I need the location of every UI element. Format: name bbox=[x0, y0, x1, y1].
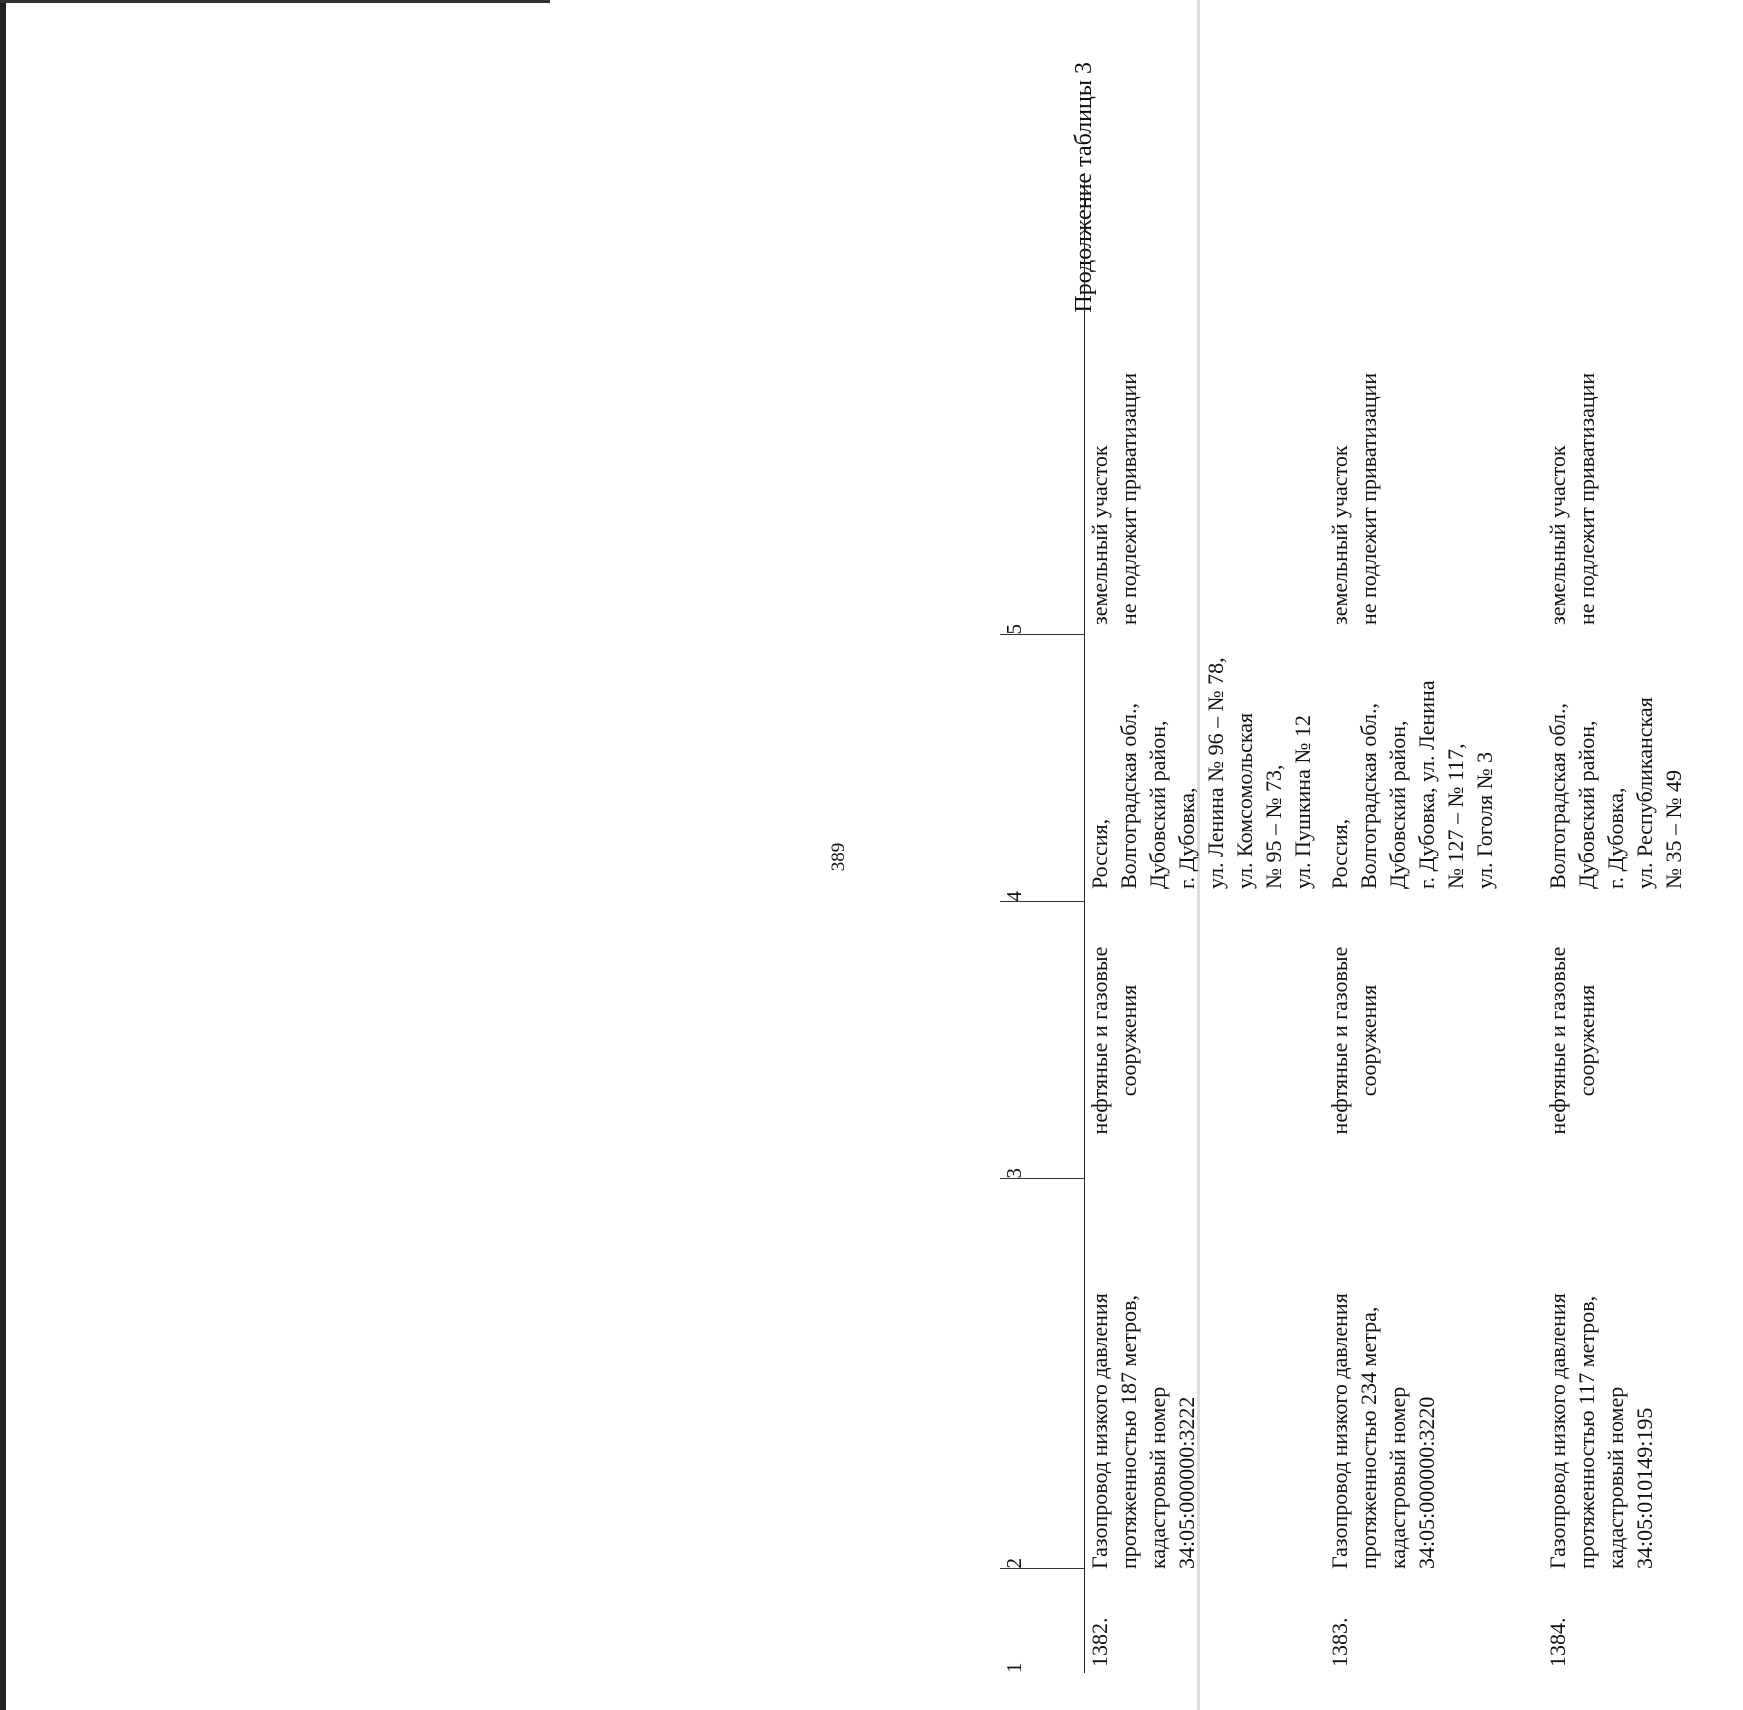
address-line: Россия, bbox=[1326, 818, 1352, 889]
object-address bbox=[1084, 635, 1325, 902]
status-line: земельный участок bbox=[1326, 445, 1352, 625]
description-line: протяженностью 117 метров, bbox=[1573, 1295, 1599, 1569]
type-line: нефтяные и газовые bbox=[1326, 946, 1352, 1135]
column-header-1: 1 bbox=[1000, 1569, 1084, 1673]
column-header-3: 3 bbox=[1000, 902, 1084, 1179]
object-description bbox=[1543, 1179, 1743, 1569]
object-address bbox=[1543, 635, 1743, 902]
address-line: Россия, bbox=[1086, 818, 1112, 889]
address-line: г. Дубовка, ул. Ленина bbox=[1413, 680, 1439, 889]
privatization-status bbox=[1084, 173, 1325, 635]
description-line: Газопровод низкого давления bbox=[1544, 1293, 1570, 1569]
table-header-row bbox=[1000, 173, 1084, 1673]
privatization-status bbox=[1543, 173, 1743, 635]
object-address bbox=[1325, 635, 1543, 902]
address-line: ул. Комсомольская bbox=[1231, 712, 1257, 889]
object-type bbox=[1084, 902, 1325, 1179]
type-line: сооружения bbox=[1115, 984, 1141, 1097]
address-line: Волгоградская обл., bbox=[1355, 703, 1381, 889]
description-line: Газопровод низкого давления bbox=[1086, 1293, 1112, 1569]
row-number: 1382. bbox=[1086, 1617, 1112, 1667]
address-line: г. Дубовка, bbox=[1173, 787, 1199, 889]
description-line: кадастровый номер bbox=[1384, 1386, 1410, 1569]
table-row bbox=[1084, 173, 1325, 1673]
description-line: кадастровый номер bbox=[1602, 1386, 1628, 1569]
address-line: № 95 – № 73, bbox=[1260, 764, 1286, 889]
table-row bbox=[1543, 173, 1743, 1673]
address-line: ул. Республиканская bbox=[1631, 697, 1657, 889]
type-line: сооружения bbox=[1573, 984, 1599, 1097]
row-number: 1384. bbox=[1544, 1617, 1570, 1667]
address-line: ул. Ленина № 96 – № 78, bbox=[1202, 657, 1228, 889]
address-line: Дубовский район, bbox=[1384, 720, 1410, 889]
registry-table bbox=[1000, 173, 1743, 1673]
column-header-2: 2 bbox=[1000, 1179, 1084, 1569]
description-line: 34:05:010149:195 bbox=[1631, 1407, 1657, 1569]
address-line: № 127 – № 117, bbox=[1442, 743, 1468, 889]
status-line: земельный участок bbox=[1086, 445, 1112, 625]
description-line: 34:05:000000:3220 bbox=[1413, 1396, 1439, 1569]
type-line: нефтяные и газовые bbox=[1544, 946, 1570, 1135]
description-line: кадастровый номер bbox=[1144, 1386, 1170, 1569]
address-line: ул. Пушкина № 12 bbox=[1289, 715, 1315, 889]
address-line: Дубовский район, bbox=[1144, 720, 1170, 889]
address-line: ул. Гоголя № 3 bbox=[1471, 751, 1497, 889]
page-number: 389 bbox=[828, 842, 849, 872]
address-line: Волгоградская обл., bbox=[1544, 703, 1570, 889]
status-line: не подлежит приватизации bbox=[1355, 372, 1381, 625]
column-header-4: 4 bbox=[1000, 635, 1084, 902]
row-number: 1383. bbox=[1326, 1617, 1352, 1667]
status-line: не подлежит приватизации bbox=[1115, 372, 1141, 625]
continuation-label: Продолжение таблицы 3 bbox=[1071, 62, 1097, 313]
object-type bbox=[1325, 902, 1543, 1179]
object-type bbox=[1543, 902, 1743, 1179]
column-header-5: 5 bbox=[1000, 173, 1084, 635]
address-line: г. Дубовка, bbox=[1602, 787, 1628, 889]
type-line: нефтяные и газовые bbox=[1086, 946, 1112, 1135]
table-row bbox=[1325, 173, 1543, 1673]
description-line: Газопровод низкого давления bbox=[1326, 1293, 1352, 1569]
address-line: № 35 – № 49 bbox=[1660, 770, 1686, 889]
status-line: не подлежит приватизации bbox=[1573, 372, 1599, 625]
privatization-status bbox=[1325, 173, 1543, 635]
description-line: протяженностью 234 метра, bbox=[1355, 1306, 1381, 1569]
address-line: Дубовский район, bbox=[1573, 720, 1599, 889]
object-description bbox=[1325, 1179, 1543, 1569]
address-line: Волгоградская обл., bbox=[1115, 703, 1141, 889]
description-line: 34:05:000000:3222 bbox=[1173, 1396, 1199, 1569]
type-line: сооружения bbox=[1355, 984, 1381, 1097]
status-line: земельный участок bbox=[1544, 445, 1570, 625]
object-description bbox=[1084, 1179, 1325, 1569]
description-line: протяженностью 187 метров, bbox=[1115, 1294, 1141, 1569]
